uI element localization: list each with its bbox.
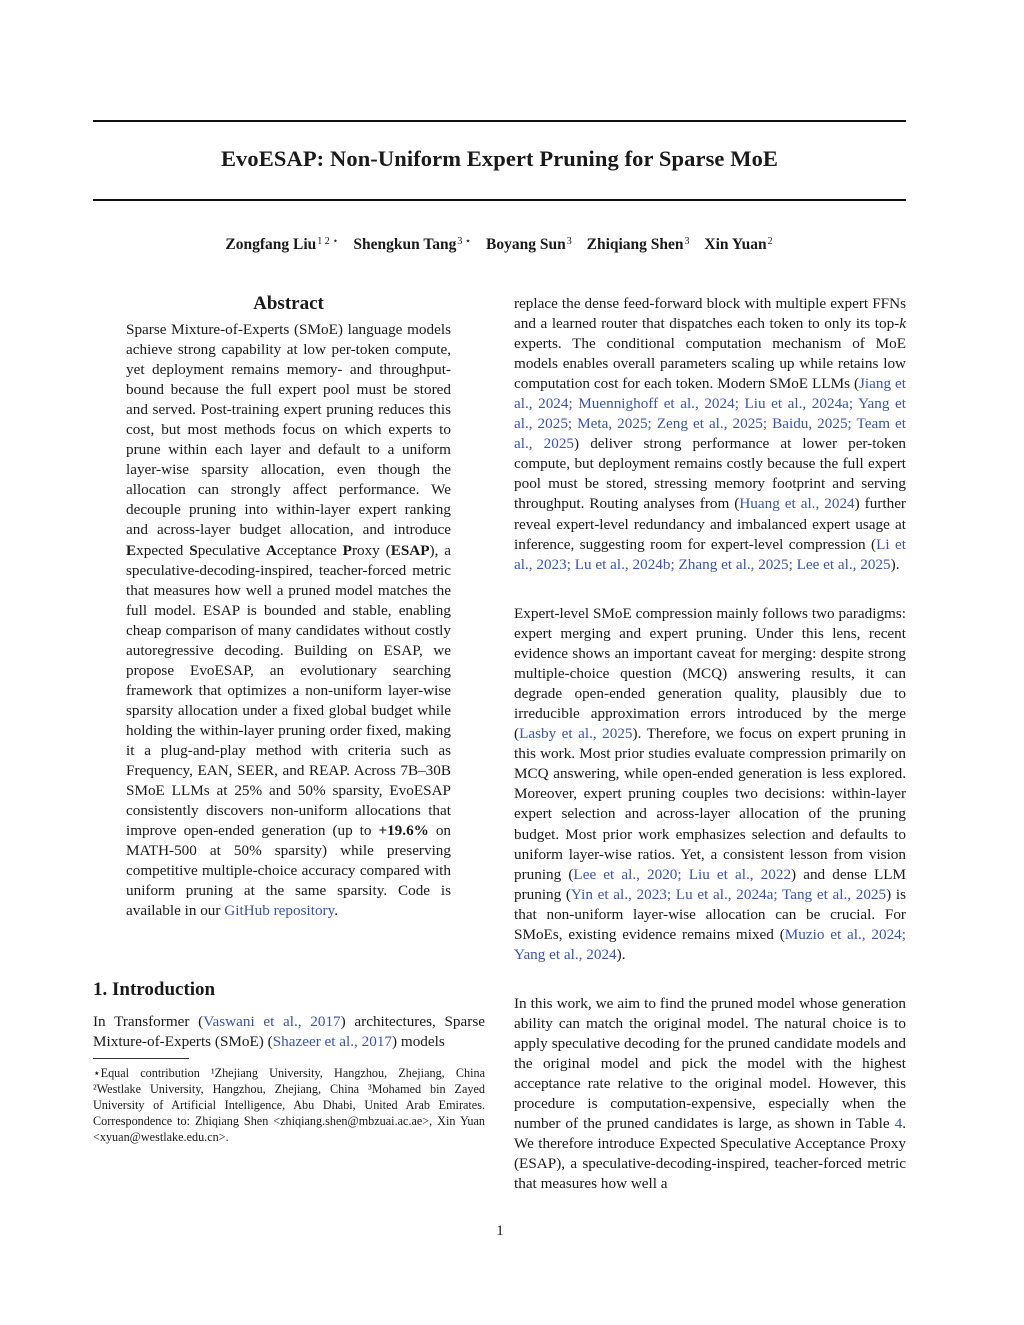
abstract-text: Sparse Mixture-of-Experts (SMoE) language models achieve strong capability at low per-token compute, yet deployment remains memory- and throughput-bound because the full expert pool must be stored and served. Post-training expert pruning reduces this cost, but most methods focus on which experts to prune within each layer and default to a uniform layer-wise sparsity allocation, even though the allocation can strongly affect performance. We decouple pruning into within-layer expert ranking and across-layer budget allocation, and introduce Expected Speculative Acceptance Proxy (ESAP), a speculative-decoding-inspired, teacher-forced metric that measures how well a pruned model matches the full model. ESAP is bounded and stable, enabling cheap comparison of many candidates without costly autoregressive decoding. Building on ESAP, we propose EvoESAP, an evolutionary searching framework that optimizes a non-uniform layer-wise sparsity allocation under a fixed global budget while holding the within-layer pruning order fixed, making it a plug-and-play method with criteria such as Frequency, EAN, SEER, and REAP. Across 7B–30B SMoE LLMs at 25% and 50% sparsity, EvoESAP consistently discovers non-uniform allocations that improve open-ended generation (up to +19.6% on MATH-500 at 50% sparsity) while preserving competitive multiple-choice accuracy compared with uniform pruning at the same sparsity. Code is available in our GitHub repository. <box>126 321 452 920</box>
title-bottom-rule <box>93 199 906 201</box>
citation-link[interactable]: Lasby et al., 2025 <box>519 725 633 743</box>
citation-link[interactable]: Vaswani et al., 2017 <box>203 1013 341 1030</box>
table-ref-link[interactable]: 4 <box>894 1115 903 1133</box>
intro-heading: 1. Introduction <box>93 979 216 1000</box>
intro-paragraph-2: Expert-level SMoE compression mainly follows two paradigms: expert merging and expert pruning. Under this lens, recent evidence shows an important caveat for merging: despite strong multiple-choice question (MCQ) answering results, it can degrade open-ended generation quality, plausibly due to irreducible approximation errors introduced by the merge (Lasby et al., 2025). Therefore, we focus on expert pruning in this work. Most prior studies evaluate compression primarily on MCQ answering, while open-ended generation is less explored. Moreover, expert pruning couples two decisions: within-layer expert selection and across-layer allocation of the pruning budget. Most prior work emphasizes selection and defaults to uniform layer-wise ratios. Yet, a consistent lesson from vision pruning (Lee et al., 2020; Liu et al., 2022) and dense LLM pruning (Yin et al., 2023; Lu et al., 2024a; Tang et al., 2025) is that non-uniform layer-wise allocation can be crucial. For SMoEs, existing evidence remains mixed (Muzio et al., 2024; Yang et al., 2024). <box>514 605 906 963</box>
citation-link[interactable]: Muzio et al., 2024; Yang et al., 2024 <box>514 925 906 963</box>
intro-paragraph-3: In this work, we aim to find the pruned model whose generation ability can match the original model. The natural choice is to apply speculative decoding for the pruned candidate models and the original model and pick the model with the highest acceptance rate relative to the original model. However, this procedure is computation-expensive, especially when the number of the pruned candidates is large, as shown in Table 4. We therefore introduce Expected Speculative Acceptance Proxy (ESAP), a speculative-decoding-inspired, teacher-forced metric that measures how well a <box>514 995 906 1193</box>
page-number: 1 <box>496 1223 504 1239</box>
citation-link[interactable]: Huang et al., 2024 <box>739 495 855 513</box>
title-top-rule <box>93 120 906 122</box>
intro-text: In Transformer (Vaswani et al., 2017) architectures, Sparse Mixture-of-Experts (SMoE) (Shazeer et al., 2017) models <box>93 1013 485 1051</box>
citation-link[interactable]: Shazeer et al., 2017 <box>272 1033 393 1051</box>
author: Shengkun Tang$^{3 ⋆}$ <box>353 236 472 253</box>
abstract-heading: Abstract <box>253 293 324 314</box>
citation-link[interactable]: Li et al., 2023; Lu et al., 2024b; Zhang et al., 2025; Lee et al., 2025 <box>514 535 906 573</box>
author: Xin Yuan$^2$ <box>704 236 773 253</box>
intro-paragraph-1: replace the dense feed-forward block with multiple expert FFNs and a learned router that dispatches each token to only its top-k experts. The conditional computation mechanism of MoE models enables overall parameters scaling up while retains low computation cost for each token. Modern SMoE LLMs (Jiang et al., 2024; Muennighoff et al., 2024; Liu et al., 2024a; Yang et al., 2025; Meta, 2025; Zeng et al., 2025; Baidu, 2025; Team et al., 2025) deliver strong performance at lower per-token compute, but deployment remains costly because the full expert pool must be stored, stressing memory footprint and serving throughput. Routing analyses from (Huang et al., 2024) further reveal expert-level redundancy and imbalanced expert usage at inference, suggesting room for expert-level compression (Li et al., 2023; Lu et al., 2024b; Zhang et al., 2025; Lee et al., 2025). <box>514 295 906 573</box>
author-list <box>93 236 906 254</box>
affiliation-footnote: ⋆Equal contribution ¹Zhejiang University, Hangzhou, Zhejiang, China ²Westlake University, Hangzhou, Zhejiang, China ³Mohamed bin Zayed University of Artificial Intelligence, Abu Dhabi, United Arab Emirates. Correspondence to: Zhiqiang Shen <zhiqiang.shen@mbzuai.ac.ae>, Xin Yuan <xyuan@westlake.edu.cn>. <box>93 1066 485 1144</box>
author: Boyang Sun$^3$ <box>486 236 572 253</box>
citation-link[interactable]: Jiang et al., 2024; Muennighoff et al., 2024; Liu et al., 2024a; Yang et al., 2025; Meta, 2025; Zeng et al., 2025; Baidu, 2025; Team et al., 2025 <box>514 375 906 453</box>
citation-link[interactable]: Lee et al., 2020; Liu et al., 2022 <box>573 865 792 883</box>
paper-title: EvoESAP: Non-Uniform Expert Pruning for Sparse MoE <box>220 146 779 171</box>
author: Zongfang Liu$^{1 2 ⋆}$ <box>225 236 339 253</box>
math500-gain: +19.6% <box>378 822 429 840</box>
author: Zhiqiang Shen$^3$ <box>586 236 690 253</box>
footnote-rule <box>93 1058 189 1059</box>
github-repo-link[interactable]: GitHub repository <box>224 902 335 920</box>
citation-link[interactable]: Yin et al., 2023; Lu et al., 2024a; Tang et al., 2025 <box>571 885 887 903</box>
